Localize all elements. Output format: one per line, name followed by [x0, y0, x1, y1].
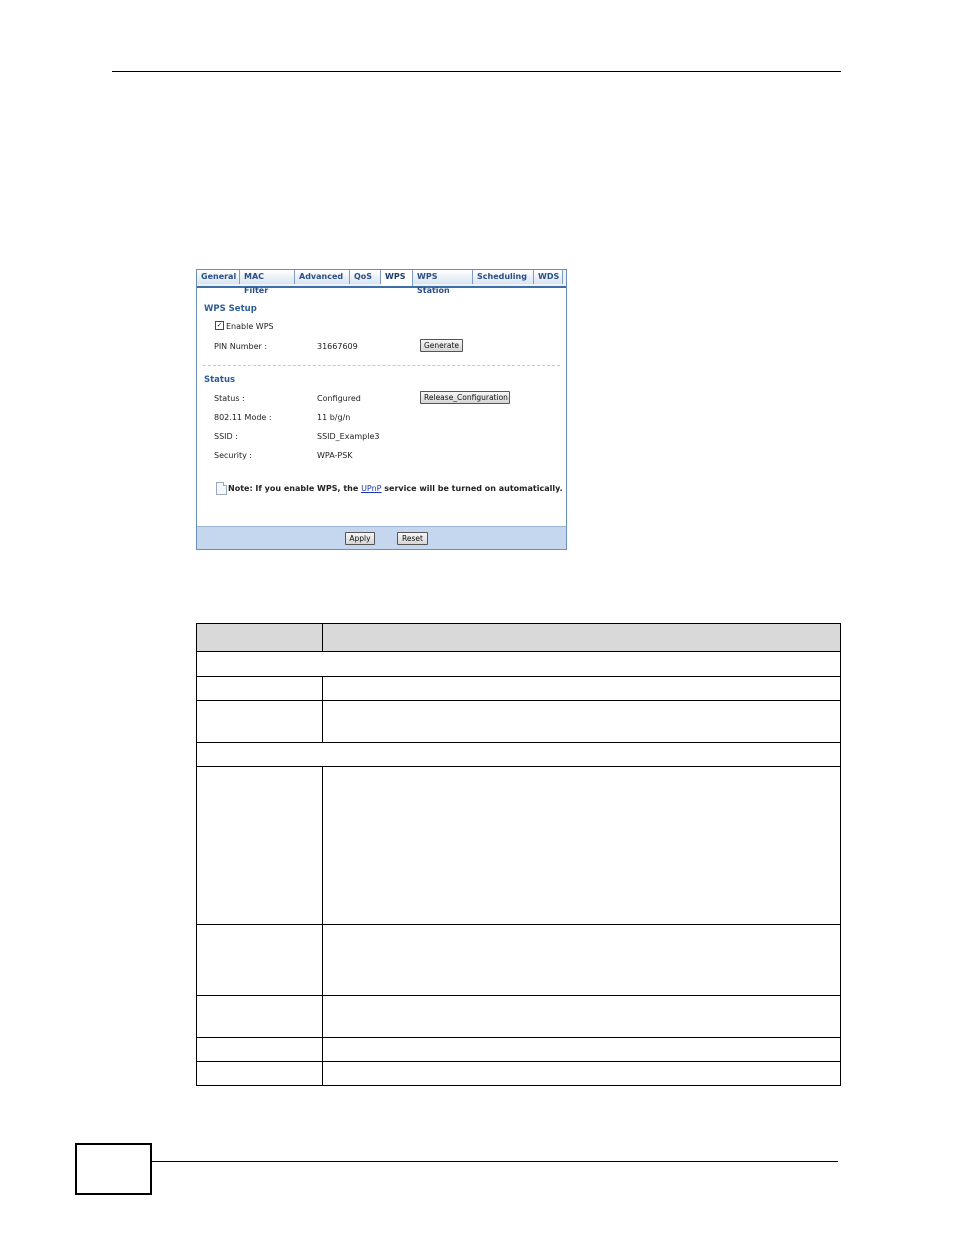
table-cell — [197, 677, 323, 701]
ssid-label: SSID : — [214, 432, 238, 441]
security-value: WPA-PSK — [317, 451, 353, 460]
table-row — [197, 677, 841, 701]
table-header-cell — [197, 624, 323, 652]
table-row — [197, 701, 841, 743]
mode-value: 11 b/g/n — [317, 413, 351, 422]
tab-wps[interactable]: WPS — [381, 270, 413, 286]
table-cell — [323, 677, 841, 701]
table-cell — [197, 743, 841, 767]
table-cell — [197, 652, 841, 677]
upnp-link[interactable]: UPnP — [361, 484, 382, 493]
pin-number-label: PIN Number : — [214, 342, 268, 351]
table-cell — [197, 1062, 323, 1086]
status-label: Status : — [214, 394, 245, 403]
table-cell — [323, 1038, 841, 1062]
mode-label: 802.11 Mode : — [214, 413, 272, 422]
tab-wds[interactable]: WDS — [534, 270, 563, 284]
table-header-row — [197, 624, 841, 652]
tab-wps-station[interactable]: WPS Station — [413, 270, 473, 284]
table-cell — [323, 1062, 841, 1086]
status-value: Configured — [317, 394, 361, 403]
table-cell — [323, 701, 841, 743]
reset-button[interactable]: Reset — [397, 532, 428, 545]
table-cell — [197, 767, 323, 925]
table-row — [197, 1062, 841, 1086]
tab-scheduling[interactable]: Scheduling — [473, 270, 534, 284]
table-row — [197, 996, 841, 1038]
section-divider — [203, 365, 560, 366]
table-row — [197, 767, 841, 925]
wps-settings-screen — [196, 269, 567, 550]
header-rule — [112, 71, 841, 72]
table-section-row — [197, 743, 841, 767]
enable-wps-label: Enable WPS — [226, 322, 274, 331]
table-cell — [197, 1038, 323, 1062]
tab-bar — [197, 270, 566, 295]
release-configuration-button[interactable]: Release_Configuration — [420, 391, 510, 404]
ssid-value: SSID_Example3 — [317, 432, 380, 441]
table-row — [197, 1038, 841, 1062]
table-cell — [197, 925, 323, 996]
generate-button[interactable]: Generate — [420, 339, 463, 352]
table-row — [197, 925, 841, 996]
table-header-cell — [323, 624, 841, 652]
table-cell — [323, 925, 841, 996]
button-bar — [197, 526, 566, 549]
enable-wps-checkbox[interactable]: ✓ — [216, 321, 223, 329]
note-icon — [216, 482, 227, 495]
status-title: Status — [204, 375, 236, 385]
tab-general[interactable]: General — [197, 270, 240, 284]
tab-qos[interactable]: QoS — [350, 270, 381, 284]
note-suffix: service will be turned on automatically. — [381, 484, 563, 493]
apply-button[interactable]: Apply — [345, 532, 375, 545]
tab-mac-filter[interactable]: MAC Filter — [240, 270, 295, 284]
field-description-table — [196, 623, 841, 1086]
security-label: Security : — [214, 451, 253, 460]
note-prefix: Note: If you enable WPS, the — [228, 484, 362, 493]
table-cell — [197, 996, 323, 1038]
wps-note — [228, 484, 563, 493]
pin-number-value: 31667609 — [317, 342, 358, 351]
table-cell — [323, 996, 841, 1038]
table-cell — [197, 701, 323, 743]
wps-setup-title: WPS Setup — [204, 304, 257, 314]
footer-rule — [152, 1161, 838, 1162]
tab-advanced[interactable]: Advanced — [295, 270, 350, 284]
table-section-row — [197, 652, 841, 677]
page-number-box — [75, 1143, 152, 1195]
table-cell — [323, 767, 841, 925]
